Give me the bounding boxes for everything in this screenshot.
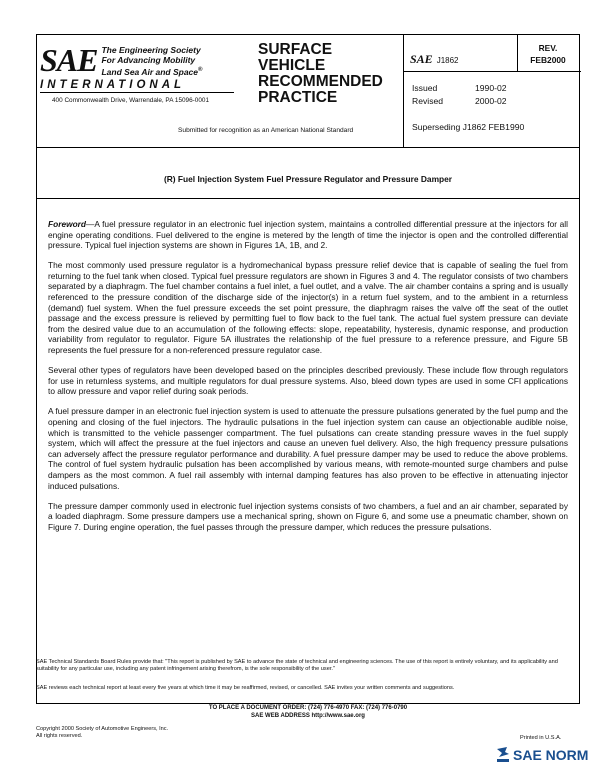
superseding-note: Superseding J1862 FEB1990 [412, 122, 525, 132]
paragraph-2: The most commonly used pressure regulator is a hydromechanical bypass pressure relief device that is capable of sealing the fuel from returning to the fuel tank when closed. Typical fuel pressure regulators are shown in Figures 3 and 4. The regulator consists of two chambers separated by a diaphragm. The fuel chamber contains a fuel inlet, a fuel outlet, and a valve. The air chamber contains a spring and is usually referenced to the pressure condition of the discharge side of the injector(s) in a return fuel system, and to the ambient in a returnless (demand) fuel system. When the fuel pressure exceeds the set point pressure, the diaphragm raises the valve off the seat of the outlet passage and the excess pressure is relieved by permitting fuel to flow back to the fuel tank. The actual fuel system pressure can deviate from the desired value due to an accumulation of the following effects: slope, repeatability, hysteresis, dynamic response, and production variability from regulator to regulator. Figure 5A illustrates the relationship of the fuel pressure to a reference pressure, and Figure 5B represents the fuel pressure for a non-referenced pressure regulator case. [48, 260, 568, 356]
paragraph-1: A fuel pressure regulator in an electronic fuel injection system, maintains a controlled differential pressure at the injectors for all engine operating conditions. Fuel delivered to the engine is metered by the length of time the injector is open and the controlled differential pressure. Typical fuel injection systems are shown in Figures 1A, 1B, and 2. [48, 219, 568, 251]
doc-sae-logo: SAE [410, 52, 433, 66]
foreword-paragraph [48, 219, 568, 251]
doc-type-line-4: PRACTICE [258, 89, 338, 106]
review-note: SAE reviews each technical report at least every five years at which time it may be reaffirmed, revised, or cancelled. SAE invites your written comments and suggestions. [36, 685, 455, 691]
policy-note: SAE Technical Standards Board Rules provide that: "This report is published by SAE to advance the state of technical and engineering sciences. The use of this report is entirely voluntary, and its applicability and suitability for any particular use, including any patent infringement arising therefrom, is the sole responsibility of the user." [36, 659, 558, 672]
org-line-1: The Engineering Society [101, 45, 201, 55]
revised-value: 2000-02 [475, 96, 507, 106]
paragraph-3: Several other types of regulators have been developed based on the principles described previously. These include flow through regulators for use in returnless systems, and multiple regulators for dual pressure systems. Also, bleed down types are used in some CFI applications to allow pressure and vapor relief during soak periods. [48, 365, 568, 397]
sae-logo-block [40, 44, 260, 93]
revised-label: Revised [412, 96, 444, 106]
web-address: SAE WEB ADDRESS http://www.sae.org [251, 712, 365, 719]
header-divider [37, 147, 579, 148]
address: 400 Commonwealth Drive, Warrendale, PA 15096-0001 [52, 97, 210, 104]
rev-value: FEB2000 [530, 55, 566, 65]
issued-value: 1990-02 [475, 83, 507, 93]
international-banner: INTERNATIONAL [40, 79, 234, 93]
body-text [48, 219, 568, 542]
header-vdivider-1 [403, 35, 404, 147]
doc-number-divider [403, 71, 581, 72]
doc-number: J1862 [436, 56, 459, 65]
title-divider [37, 198, 579, 199]
foreword-dash: — [86, 219, 95, 229]
watermark-text: SAE NORM [513, 747, 589, 763]
copyright: Copyright 2000 Society of Automotive Engineers, Inc. [36, 726, 169, 732]
registered-mark: ® [198, 67, 203, 73]
sae-norm-watermark [496, 746, 588, 764]
foreword-label: Foreword [48, 219, 87, 229]
order-info [36, 705, 580, 720]
doc-type-line-3: RECOMMENDED [258, 73, 383, 90]
sae-norm-logo-icon [496, 746, 510, 764]
paragraph-5: The pressure damper commonly used in electronic fuel injection systems consists of two chambers, a fuel and an air chamber, separated by a loaded diaphragm. Some pressure dampers use a mechanical spring, shown on Figure 6, and some use a pneumatic chamber, shown on Figure 7. During engine operation, the fuel passes through the pressure damper, which reduces the pressure pulsations. [48, 500, 568, 532]
paragraph-4: A fuel pressure damper in an electronic fuel injection system is used to attenuate the pressure pulsations generated by the fuel pump and the opening and closing of the fuel injectors. The hydraulic pulsations in the fuel injection system can cause an objectionable audible noise, which is transmitted to the vehicle passenger compartment. The fuel pulsations can create standing pressure waves in the fuel supply system, which will affect the pressure at the fuel injectors and cause an uneven fuel delivery. Also, the high frequency pressure pulsations can adversely affect the pressure regulator performance and durability. A fuel pressure damper may be used to reduce the above problems. The control of fuel system hydraulic pulsation has been accomplished by various means, with remote-mounted surge chambers and pulse dampers as the most common. A fuel rail assembly with internal damping features has also proven to be effective in attenuating injector induced pulsations. [48, 406, 568, 491]
issued-label: Issued [412, 83, 438, 93]
org-line-2: For Advancing Mobility [101, 55, 196, 65]
doc-type-line-2: VEHICLE [258, 57, 326, 74]
rev-box [518, 43, 578, 65]
recognition-note: Submitted for recognition as an American National Standard [178, 127, 354, 134]
doc-type-line-1: SURFACE [258, 41, 333, 58]
rev-label: REV. [538, 43, 558, 53]
printed-in: Printed in U.S.A. [520, 735, 562, 741]
rights: All rights reserved. [36, 733, 83, 739]
document-title: (R) Fuel Injection System Fuel Pressure Regulator and Pressure Damper [163, 174, 453, 184]
doc-number-box [410, 52, 458, 67]
sae-logo: SAE [40, 42, 98, 78]
copyright-block [36, 726, 168, 740]
org-line-3: Land Sea Air and Space [101, 66, 199, 77]
doc-type [258, 42, 383, 106]
order-line: TO PLACE A DOCUMENT ORDER: (724) 776-4970 FAX: (724) 776-0790 [208, 705, 408, 711]
